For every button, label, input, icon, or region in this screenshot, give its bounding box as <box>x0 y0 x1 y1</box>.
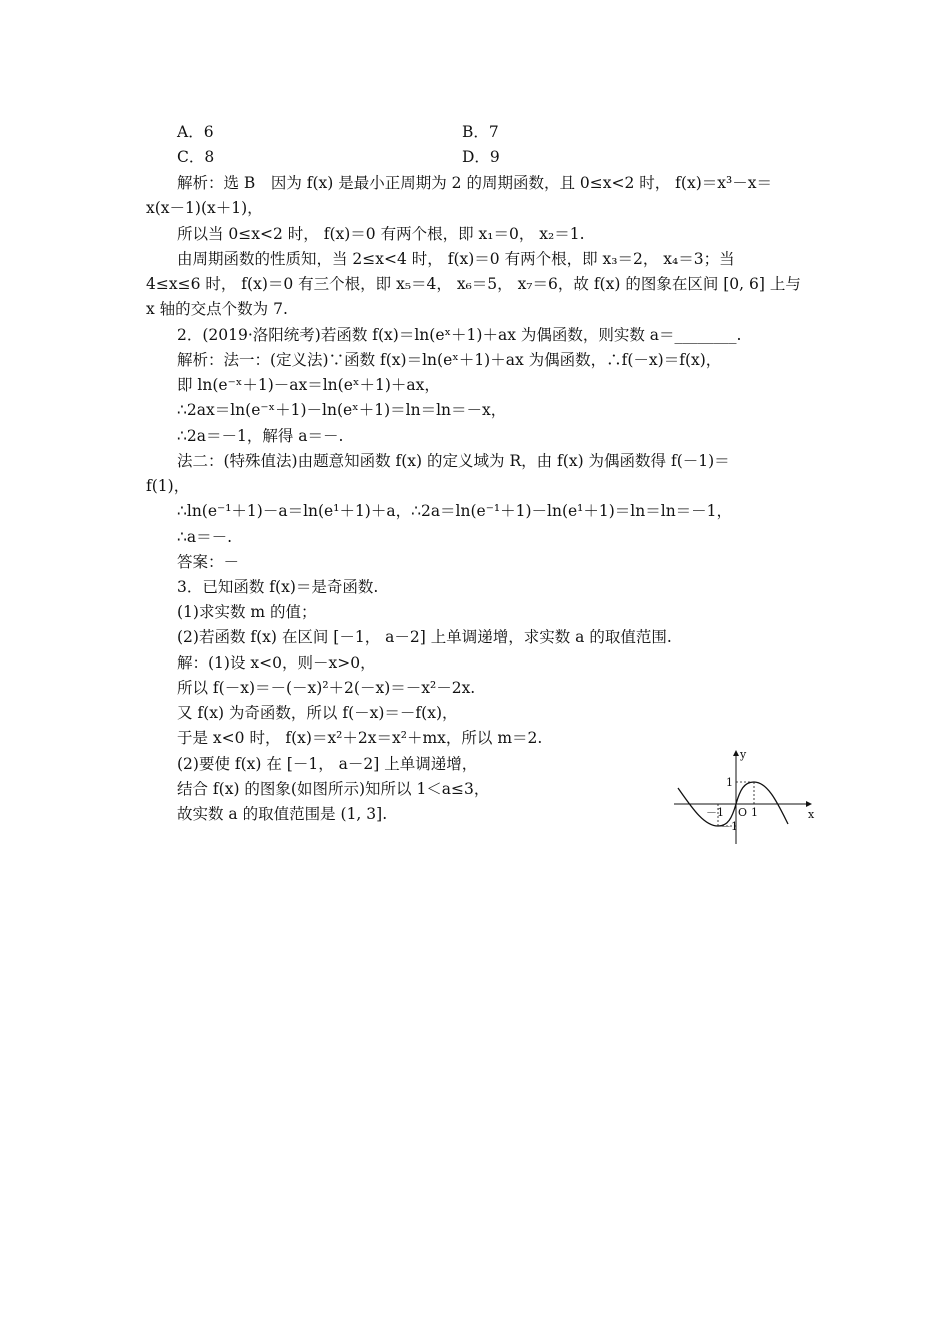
solution-line: 又 f(x) 为奇函数，所以 f(－x)＝－f(x)， <box>177 704 458 722</box>
option-a: A．6 <box>177 123 214 141</box>
graph-svg <box>672 748 815 846</box>
option-c: C．8 <box>177 148 215 166</box>
solution-line: 即 ln(e⁻ˣ＋1)－ax＝ln(eˣ＋1)＋ax， <box>177 376 440 394</box>
solution-line: 解：(1)设 x<0，则－x>0， <box>177 654 376 672</box>
question-3: 3．已知函数 f(x)＝是奇函数. <box>177 578 379 596</box>
option-b: B．7 <box>462 123 499 141</box>
solution-line: (2)要使 f(x) 在 [－1， a－2] 上单调递增， <box>177 755 478 773</box>
y-axis-label: y <box>740 748 747 761</box>
x-tick-pos: 1 <box>751 806 758 819</box>
solution-line: 解析：法一：(定义法)∵函数 f(x)＝ln(eˣ＋1)＋ax 为偶函数，∴f(－x)＝f(x)， <box>177 351 722 369</box>
x-axis-arrow-icon <box>806 801 812 807</box>
solution-line: 由周期函数的性质知，当 2≤x<4 时， f(x)＝0 有两个根，即 x₃＝2， x₄＝3；当 <box>177 250 735 268</box>
answer-line: 答案：－ <box>177 553 240 571</box>
x-tick-neg: －1 <box>706 806 724 819</box>
solution-line: 故实数 a 的取值范围是 (1, 3]. <box>177 805 388 823</box>
function-graph <box>672 748 815 846</box>
question-3-part-2: (2)若函数 f(x) 在区间 [－1， a－2] 上单调递增，求实数 a 的取值范围. <box>177 628 672 646</box>
solution-line: 所以 f(－x)＝－(－x)²＋2(－x)＝－x²－2x. <box>177 679 476 697</box>
solution-line: 法二：(特殊值法)由题意知函数 f(x) 的定义域为 R，由 f(x) 为偶函数得 f(－1)＝ <box>177 452 730 470</box>
solution-line: f(1)， <box>146 477 190 495</box>
y-tick-pos: 1 <box>726 776 733 789</box>
y-axis-arrow-icon <box>733 750 739 756</box>
question-2: 2．(2019·洛阳统考)若函数 f(x)＝ln(eˣ＋1)＋ax 为偶函数，则实数 a＝________. <box>177 326 742 344</box>
y-tick-neg: －1 <box>720 820 738 833</box>
solution-line: ∴a＝－. <box>177 528 233 546</box>
question-3-part-1: (1)求实数 m 的值； <box>177 603 317 621</box>
solution-line: ∴2a＝－1，解得 a＝－. <box>177 427 344 445</box>
solution-line: 于是 x<0 时， f(x)＝x²＋2x＝x²＋mx，所以 m＝2. <box>177 729 543 747</box>
solution-line: x(x－1)(x＋1)， <box>146 199 263 217</box>
solution-line: 所以当 0≤x<2 时， f(x)＝0 有两个根，即 x₁＝0， x₂＝1. <box>177 225 585 243</box>
solution-line: 解析：选 B 因为 f(x) 是最小正周期为 2 的周期函数，且 0≤x<2 时， f(x)＝x³－x＝ <box>177 174 772 192</box>
solution-line: 结合 f(x) 的图象(如图所示)知所以 1＜a≤3， <box>177 780 490 798</box>
x-axis-label: x <box>808 808 815 821</box>
origin-label: O <box>738 806 748 819</box>
solution-line: x 轴的交点个数为 7. <box>146 300 288 318</box>
solution-line: ∴2ax＝ln(e⁻ˣ＋1)－ln(eˣ＋1)＝ln＝ln＝－x， <box>177 401 507 419</box>
solution-line: 4≤x≤6 时， f(x)＝0 有三个根，即 x₅＝4， x₆＝5， x₇＝6，故 f(x) 的图象在区间 [0, 6] 上与 <box>146 275 801 293</box>
solution-line: ∴ln(e⁻¹＋1)－a＝ln(e¹＋1)＋a，∴2a＝ln(e⁻¹＋1)－ln(e¹＋1)＝ln＝ln＝－1， <box>177 502 733 520</box>
option-d: D．9 <box>462 148 500 166</box>
